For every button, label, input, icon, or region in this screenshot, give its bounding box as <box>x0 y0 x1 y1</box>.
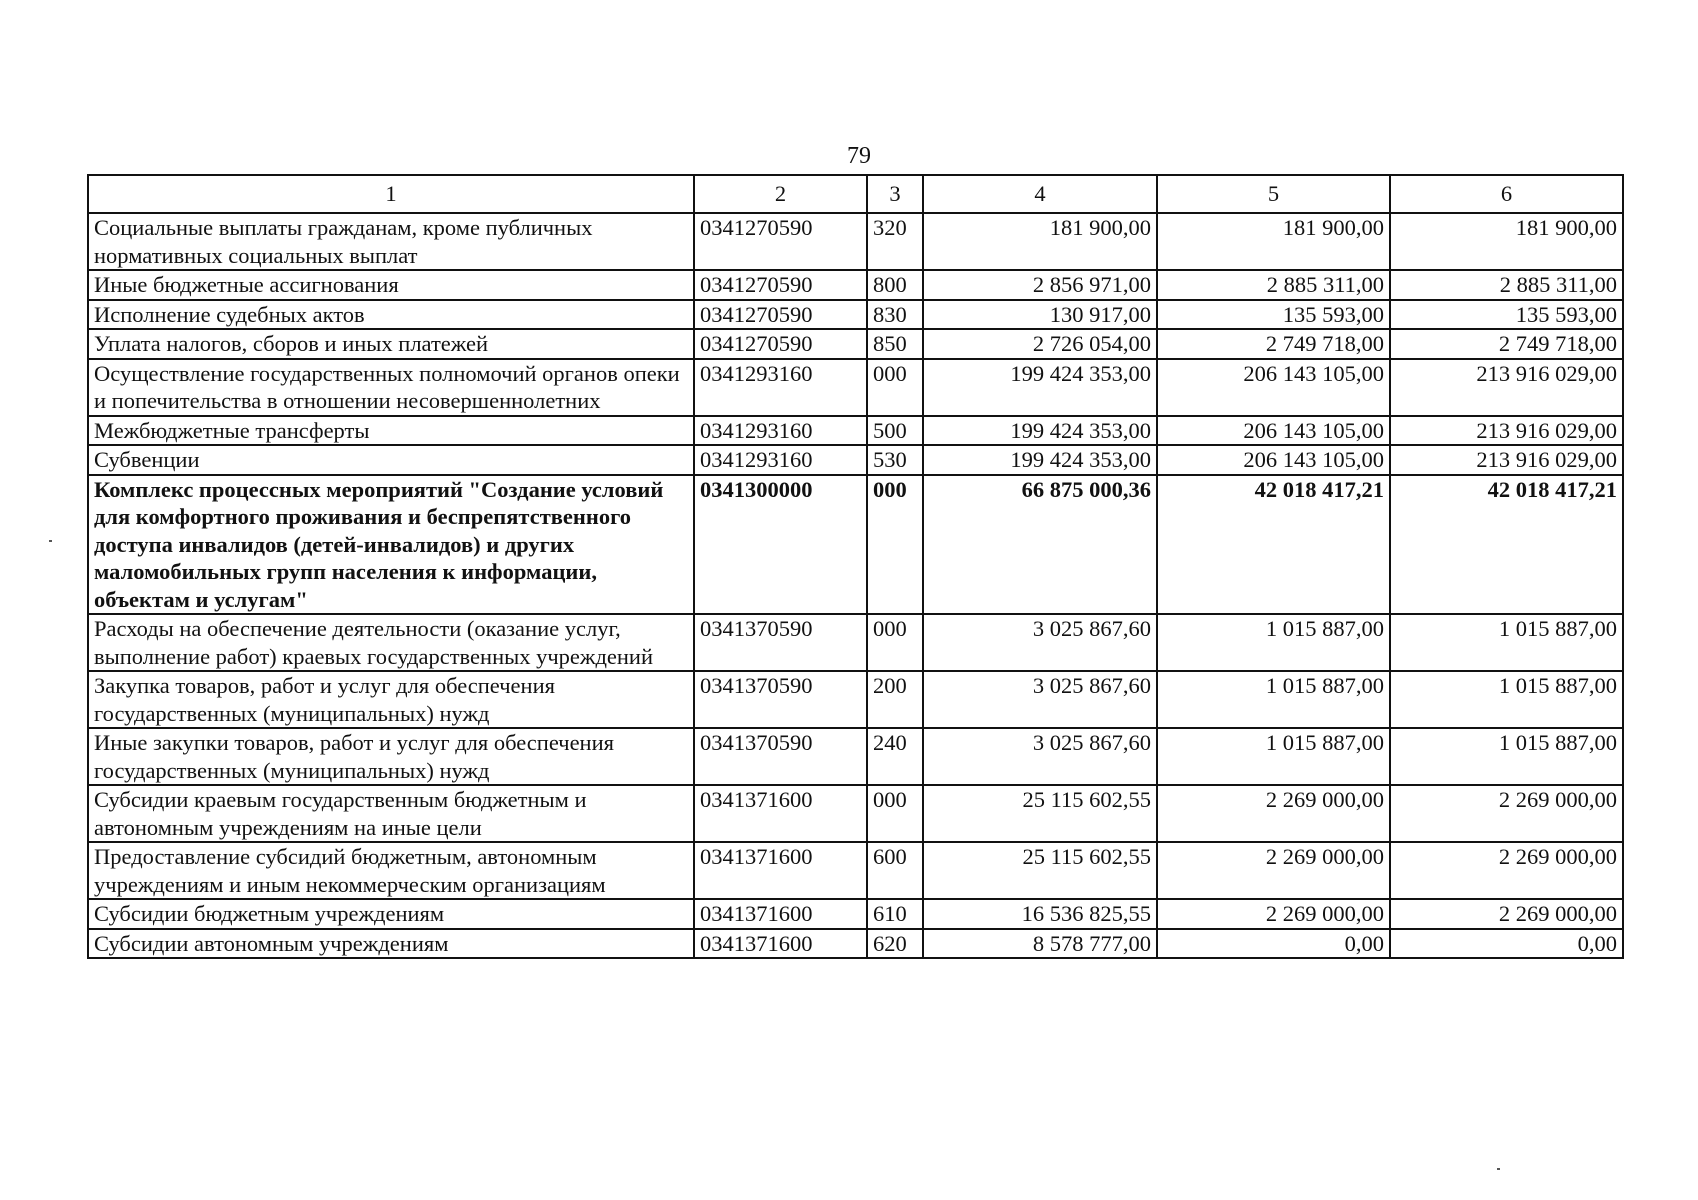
table-row <box>88 329 1623 359</box>
row-type: 500 <box>867 416 923 446</box>
row-code: 0341371600 <box>694 929 867 959</box>
row-value-6: 2 269 000,00 <box>1390 842 1623 899</box>
table-row <box>88 671 1623 728</box>
row-type: 610 <box>867 899 923 929</box>
row-type: 200 <box>867 671 923 728</box>
row-value-6: 2 885 311,00 <box>1390 270 1623 300</box>
row-code: 0341270590 <box>694 329 867 359</box>
row-code: 0341370590 <box>694 671 867 728</box>
header-col-5: 5 <box>1157 175 1390 213</box>
row-value-5: 2 269 000,00 <box>1157 842 1390 899</box>
row-code: 0341300000 <box>694 475 867 615</box>
row-value-5: 2 749 718,00 <box>1157 329 1390 359</box>
table-row <box>88 213 1623 270</box>
header-col-6: 6 <box>1390 175 1623 213</box>
row-value-6: 2 269 000,00 <box>1390 785 1623 842</box>
row-value-4: 25 115 602,55 <box>923 842 1157 899</box>
row-name: Закупка товаров, работ и услуг для обеспечения государственных (муниципальных) нужд <box>88 671 694 728</box>
row-value-6: 213 916 029,00 <box>1390 359 1623 416</box>
row-name: Иные закупки товаров, работ и услуг для обеспечения государственных (муниципальных) нужд <box>88 728 694 785</box>
table-row <box>88 475 1623 615</box>
row-name: Социальные выплаты гражданам, кроме публичных нормативных социальных выплат <box>88 213 694 270</box>
page-number: 79 <box>847 143 871 169</box>
header-col-2: 2 <box>694 175 867 213</box>
scan-speck <box>1497 1168 1500 1170</box>
header-row <box>88 175 1623 213</box>
row-name: Субсидии краевым государственным бюджетным и автономным учреждениям на иные цели <box>88 785 694 842</box>
row-value-6: 135 593,00 <box>1390 300 1623 330</box>
row-value-6: 1 015 887,00 <box>1390 614 1623 671</box>
row-code: 0341371600 <box>694 842 867 899</box>
row-value-4: 16 536 825,55 <box>923 899 1157 929</box>
table-row <box>88 899 1623 929</box>
row-value-5: 2 269 000,00 <box>1157 899 1390 929</box>
row-value-4: 199 424 353,00 <box>923 359 1157 416</box>
row-code: 0341293160 <box>694 416 867 446</box>
row-name: Субвенции <box>88 445 694 475</box>
row-code: 0341270590 <box>694 300 867 330</box>
row-value-5: 1 015 887,00 <box>1157 728 1390 785</box>
row-code: 0341371600 <box>694 899 867 929</box>
table-row <box>88 270 1623 300</box>
row-value-4: 2 726 054,00 <box>923 329 1157 359</box>
row-value-4: 3 025 867,60 <box>923 614 1157 671</box>
row-value-4: 3 025 867,60 <box>923 728 1157 785</box>
row-name: Иные бюджетные ассигнования <box>88 270 694 300</box>
row-type: 000 <box>867 614 923 671</box>
header-col-3: 3 <box>867 175 923 213</box>
row-name: Субсидии бюджетным учреждениям <box>88 899 694 929</box>
table-row <box>88 614 1623 671</box>
row-type: 240 <box>867 728 923 785</box>
row-name: Субсидии автономным учреждениям <box>88 929 694 959</box>
row-value-6: 213 916 029,00 <box>1390 416 1623 446</box>
row-value-5: 42 018 417,21 <box>1157 475 1390 615</box>
row-value-4: 130 917,00 <box>923 300 1157 330</box>
row-value-4: 25 115 602,55 <box>923 785 1157 842</box>
row-type: 000 <box>867 359 923 416</box>
row-value-5: 135 593,00 <box>1157 300 1390 330</box>
row-value-5: 0,00 <box>1157 929 1390 959</box>
table-row <box>88 359 1623 416</box>
row-name: Осуществление государственных полномочий органов опеки и попечительства в отношении несовершеннолетних <box>88 359 694 416</box>
row-value-4: 8 578 777,00 <box>923 929 1157 959</box>
row-type: 800 <box>867 270 923 300</box>
row-value-6: 1 015 887,00 <box>1390 671 1623 728</box>
row-value-5: 1 015 887,00 <box>1157 614 1390 671</box>
row-value-4: 181 900,00 <box>923 213 1157 270</box>
row-name: Уплата налогов, сборов и иных платежей <box>88 329 694 359</box>
row-type: 320 <box>867 213 923 270</box>
table-row <box>88 300 1623 330</box>
row-value-5: 1 015 887,00 <box>1157 671 1390 728</box>
row-code: 0341370590 <box>694 728 867 785</box>
row-value-5: 206 143 105,00 <box>1157 445 1390 475</box>
row-code: 0341371600 <box>694 785 867 842</box>
row-code: 0341293160 <box>694 359 867 416</box>
row-name: Предоставление субсидий бюджетным, автономным учреждениям и иным некоммерческим организациям <box>88 842 694 899</box>
table-row <box>88 842 1623 899</box>
row-value-6: 42 018 417,21 <box>1390 475 1623 615</box>
row-value-6: 181 900,00 <box>1390 213 1623 270</box>
row-code: 0341270590 <box>694 270 867 300</box>
row-value-5: 181 900,00 <box>1157 213 1390 270</box>
row-type: 000 <box>867 475 923 615</box>
row-value-6: 2 749 718,00 <box>1390 329 1623 359</box>
row-code: 0341370590 <box>694 614 867 671</box>
table-row <box>88 929 1623 959</box>
row-value-5: 2 269 000,00 <box>1157 785 1390 842</box>
row-value-5: 206 143 105,00 <box>1157 416 1390 446</box>
table-row <box>88 785 1623 842</box>
header-col-4: 4 <box>923 175 1157 213</box>
scan-speck <box>49 540 52 542</box>
table-body <box>88 213 1623 958</box>
row-type: 600 <box>867 842 923 899</box>
row-code: 0341270590 <box>694 213 867 270</box>
table-row <box>88 416 1623 446</box>
table-row <box>88 445 1623 475</box>
row-type: 620 <box>867 929 923 959</box>
row-value-4: 199 424 353,00 <box>923 445 1157 475</box>
row-name: Расходы на обеспечение деятельности (оказание услуг, выполнение работ) краевых государственных учреждений <box>88 614 694 671</box>
row-value-6: 213 916 029,00 <box>1390 445 1623 475</box>
row-value-6: 0,00 <box>1390 929 1623 959</box>
row-type: 530 <box>867 445 923 475</box>
row-value-5: 206 143 105,00 <box>1157 359 1390 416</box>
table-row <box>88 728 1623 785</box>
row-value-4: 2 856 971,00 <box>923 270 1157 300</box>
row-value-4: 3 025 867,60 <box>923 671 1157 728</box>
row-name: Исполнение судебных актов <box>88 300 694 330</box>
row-value-4: 199 424 353,00 <box>923 416 1157 446</box>
row-value-4: 66 875 000,36 <box>923 475 1157 615</box>
row-value-6: 1 015 887,00 <box>1390 728 1623 785</box>
header-col-1: 1 <box>88 175 694 213</box>
budget-table <box>87 174 1624 959</box>
row-name: Межбюджетные трансферты <box>88 416 694 446</box>
row-type: 850 <box>867 329 923 359</box>
row-type: 830 <box>867 300 923 330</box>
row-code: 0341293160 <box>694 445 867 475</box>
row-name: Комплекс процессных мероприятий "Создание условий для комфортного проживания и беспрепятственного доступа инвалидов (детей-инвалидов) и других маломобильных групп населения к информации, объектам и услугам" <box>88 475 694 615</box>
row-type: 000 <box>867 785 923 842</box>
row-value-5: 2 885 311,00 <box>1157 270 1390 300</box>
row-value-6: 2 269 000,00 <box>1390 899 1623 929</box>
